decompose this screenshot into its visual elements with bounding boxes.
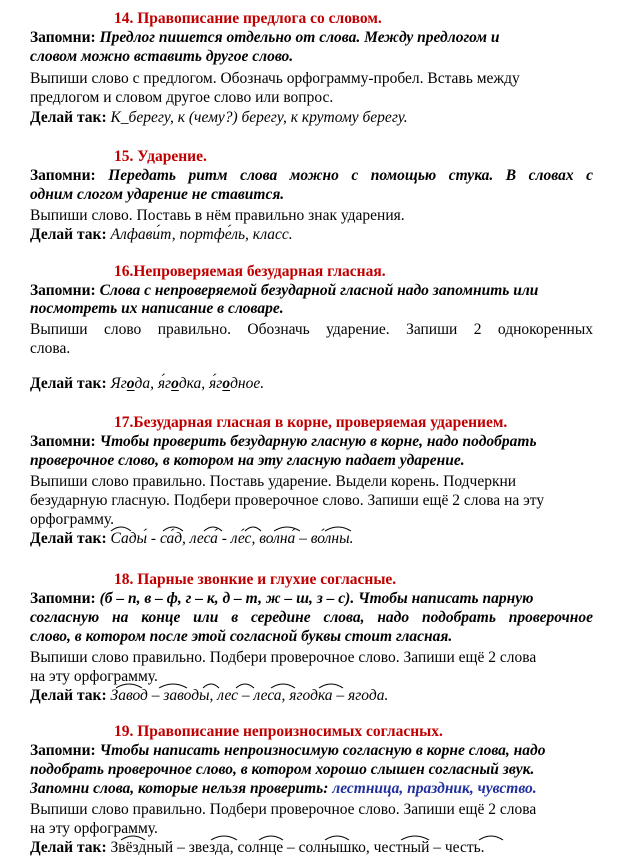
- section-title: 18. Парные звонкие и глухие согласные.: [114, 571, 397, 588]
- remember-text: согласную на конце или в середине слова, надо подобрать проверочное: [30, 609, 593, 626]
- remember-text: словом можно вставить другое слово.: [30, 48, 294, 65]
- remember-words-list: лестница, праздник, чувство.: [332, 780, 537, 797]
- example-text: Звёздный – звезда, солнце – солнышко, честный – честь.: [110, 839, 485, 856]
- do-label: Делай так:: [30, 530, 111, 547]
- remember-label: Запомни:: [30, 167, 109, 184]
- do-label: Делай так:: [30, 109, 111, 126]
- example-text: К_берегу, к (чему?) берегу, к крутому берегу.: [110, 109, 408, 126]
- example-text-with-root-arcs: [111, 686, 389, 705]
- task-text: Выпиши слово правильно. Обозначь ударение. Запиши 2 однокоренных: [30, 321, 593, 338]
- task-text: Выпиши слово правильно. Подбери проверочное слово. Запиши ещё 2 слова: [30, 649, 537, 666]
- section-title: 15. Ударение.: [114, 148, 207, 165]
- task-text: на эту орфограмму.: [30, 668, 158, 685]
- remember-text: посмотреть их написание в словаре.: [30, 300, 284, 317]
- remember-line: [30, 432, 593, 451]
- example-text-with-root-arcs: [111, 838, 485, 857]
- highlighted-vowel: о: [222, 375, 231, 392]
- remember-text: Чтобы проверить безударную гласную в корне, надо подобрать: [99, 433, 537, 450]
- task-text: на эту орфограмму.: [30, 820, 158, 837]
- remember-line: [30, 28, 593, 47]
- remember-label: Запомни:: [30, 590, 100, 607]
- remember-text: слово, в котором после этой согласной буквы стоит гласная.: [30, 628, 453, 645]
- do-label: Делай так:: [30, 687, 111, 704]
- example-text: Завод – заводы, лес – леса, ягодка – ягода.: [110, 687, 389, 704]
- remember-line: [30, 589, 593, 608]
- section-title: 17.Безударная гласная в корне, проверяемая ударением.: [114, 414, 508, 431]
- section-title: 19. Правописание непроизносимых согласных.: [114, 723, 443, 740]
- task-text: Выпиши слово. Поставь в нём правильно знак ударения.: [30, 207, 405, 224]
- remember-text: Слова с непроверяемой безударной гласной надо запомнить или: [99, 282, 539, 299]
- remember-label: Запомни:: [30, 742, 100, 759]
- remember-text: Предлог пишется отдельно от слова. Между предлогом и: [99, 29, 500, 46]
- remember-text: одним слогом ударение не ставится.: [30, 186, 285, 203]
- remember-line: [30, 281, 593, 300]
- remember-text: Чтобы написать непроизносимую согласную в корне слова, надо: [99, 742, 546, 759]
- do-label: Делай так:: [30, 839, 111, 856]
- highlighted-vowel: о: [126, 375, 135, 392]
- section-title: 16.Непроверяемая безударная гласная.: [114, 263, 386, 280]
- task-text: предлогом и словом другое слово или вопрос.: [30, 89, 334, 106]
- task-text: орфограмму.: [30, 511, 114, 528]
- remember-words-line: [30, 779, 593, 798]
- remember-label: Запомни:: [30, 433, 100, 450]
- remember-line: [30, 166, 593, 185]
- example-line: [30, 838, 593, 857]
- task-text: слова.: [30, 340, 71, 357]
- example-line: [30, 686, 593, 705]
- remember-text: (б – п, в – ф, г – к, д – т, ж – ш, з – с). Чтобы написать парную: [99, 590, 534, 607]
- task-text: Выпиши слово правильно. Поставь ударение. Выдели корень. Подчеркни: [30, 473, 517, 490]
- example-line: [30, 374, 593, 393]
- example-text: Алфави́т, портфе́ль, класс.: [110, 226, 293, 243]
- task-text: Выпиши слово с предлогом. Обозначь орфограмму-пробел. Вставь между: [30, 70, 520, 87]
- do-label: Делай так:: [30, 375, 111, 392]
- example-text: Ягода, я́годка, я́годное.: [110, 375, 265, 392]
- remember-words-label: Запомни слова, которые нельзя проверить:: [30, 780, 333, 797]
- remember-text: проверочное слово, в котором на эту гласную падает ударение.: [30, 452, 465, 469]
- example-text-with-root-arcs: [111, 529, 354, 548]
- highlighted-vowel: о: [171, 375, 179, 392]
- task-text: безударную гласную. Подбери проверочное слово. Запиши ещё 2 слова на эту: [30, 492, 545, 509]
- example-line: [30, 108, 593, 127]
- remember-label: Запомни:: [30, 29, 100, 46]
- remember-text: подобрать проверочное слово, в котором хорошо слышен согласный звук.: [30, 761, 535, 778]
- example-line: [30, 529, 593, 548]
- do-label: Делай так:: [30, 226, 111, 243]
- example-text: Сады́ - са́д, леса́ - ле́с, волна́ – во́лны.: [110, 530, 354, 547]
- section-title: 14. Правописание предлога со словом.: [114, 10, 382, 27]
- task-text: Выпиши слово правильно. Подбери проверочное слово. Запиши ещё 2 слова: [30, 801, 537, 818]
- remember-label: Запомни:: [30, 282, 100, 299]
- example-line: [30, 225, 593, 244]
- remember-text: Передать ритм слова можно с помощью стука. В словах с: [108, 167, 593, 184]
- remember-line: [30, 741, 593, 760]
